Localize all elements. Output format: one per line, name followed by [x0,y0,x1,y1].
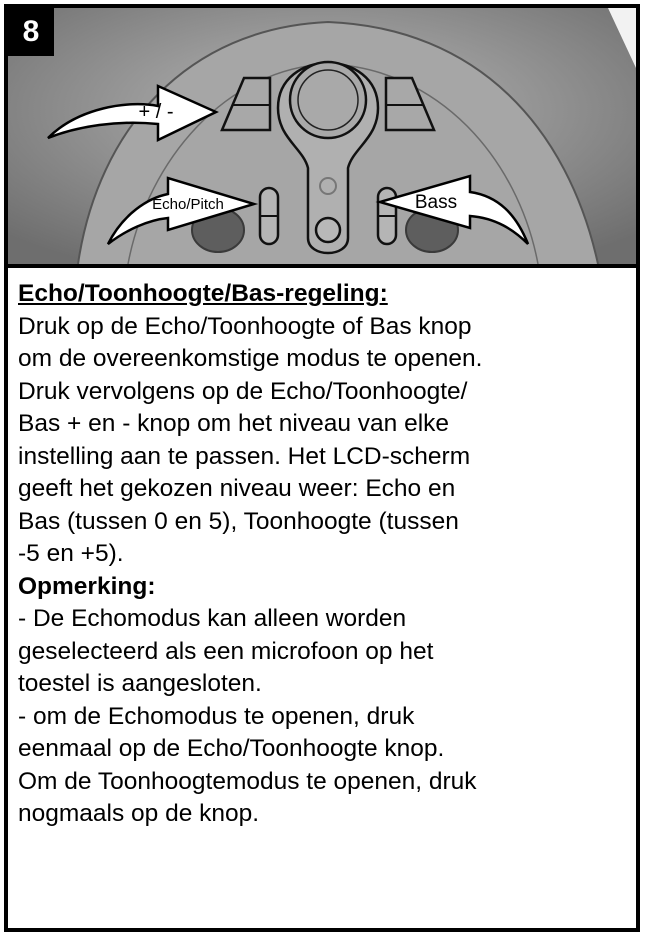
body-line: om de overeenkomstige modus te openen. [18,345,483,372]
bass-label: Bass [414,192,458,213]
body-line: Bas (tussen 0 en 5), Toonhoogte (tussen [18,507,459,535]
note-line: Om de Toonhoogtemodus te openen, druk [18,767,477,795]
section-heading: Echo/Toonhoogte/Bas-regeling: [18,280,388,307]
body-line: -5 en +5). [18,540,124,567]
device-photo [8,8,636,268]
body-line: Druk op de Echo/Toonhoogte of Bas knop [18,312,472,340]
note-line: geselecteerd als een microfoon op het [18,637,434,665]
body-line: instelling aan te passen. Het LCD-scherm [18,442,471,470]
note-line: eenmaal op de Echo/Toonhoogte knop. [18,735,445,762]
body-line: geeft het gekozen niveau weer: Echo en [18,475,456,502]
note-line: toestel is aangesloten. [18,670,262,697]
note-line: nogmaals op de knop. [18,800,260,827]
note-line: - om de Echomodus te openen, druk [18,702,415,730]
note-heading: Opmerking: [18,572,156,600]
echo-pitch-label: Echo/Pitch [152,196,224,213]
device-illustration [8,8,636,264]
instruction-card [4,4,640,932]
body-line: Bas + en - knop om het niveau van elke [18,410,450,437]
instruction-text [18,278,630,831]
note-line: - De Echomodus kan alleen worden [18,605,407,632]
step-number-badge: 8 [8,8,54,56]
plus-minus-label: + / - [138,101,174,123]
body-line: Druk vervolgens op de Echo/Toonhoogte/ [18,377,468,405]
